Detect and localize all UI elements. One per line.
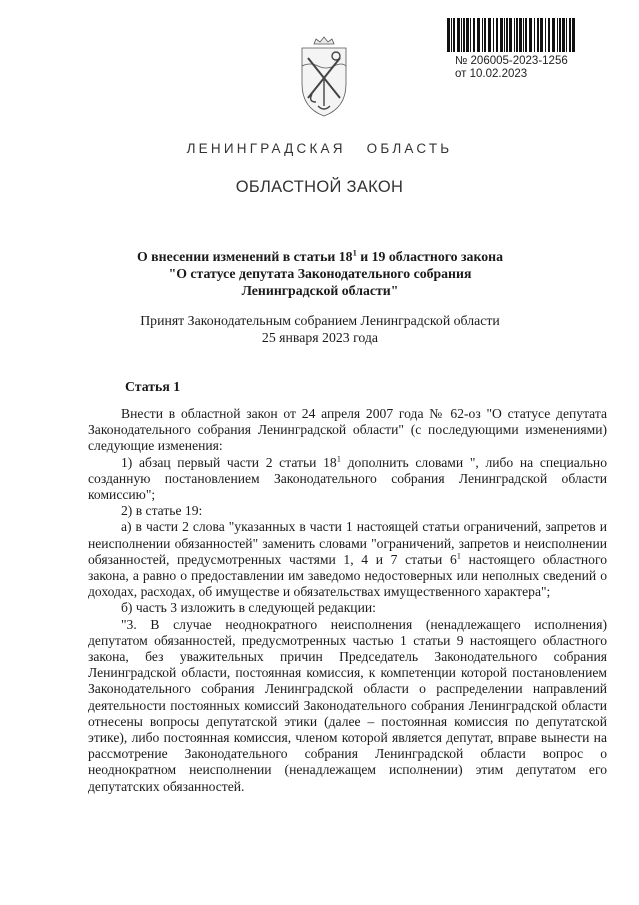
document-type: ОБЛАСТНОЙ ЗАКОН	[235, 178, 404, 196]
paragraph-item-2: 2) в статье 19:	[121, 503, 203, 519]
coat-of-arms-icon	[296, 36, 352, 118]
law-title-line-2: "О статусе депутата Законодательного собрания	[168, 266, 472, 281]
law-title-line-3: Ленинградской области"	[241, 283, 399, 298]
article-body	[88, 406, 607, 795]
registration-number: № 206005-2023-1256	[455, 55, 568, 67]
paragraph-intro: Внести в областной закон от 24 апреля 2007 года № 62-оз "О статусе депутата Законодательного собрания Ленинградской области" (с последующими изменениями) следующие изменения:	[88, 406, 607, 454]
paragraph-item-1: 1) абзац первый части 2 статьи $18^1$ дополнить словами ", либо на специально созданную постановлением Законодательного собрания Ленинградской области комиссию";	[88, 453, 607, 503]
adoption-note	[95, 312, 545, 346]
law-title	[95, 248, 545, 299]
paragraph-subitem-b: б) часть 3 изложить в следующей редакции:	[121, 600, 376, 616]
region-name: ЛЕНИНГРАДСКАЯ ОБЛАСТЬ	[186, 141, 453, 156]
article-heading: Статья 1	[125, 379, 181, 394]
barcode-icon	[447, 18, 575, 52]
adoption-body: Принят Законодательным собранием Ленинградской области	[140, 313, 500, 328]
adoption-date: 25 января 2023 года	[261, 330, 379, 345]
paragraph-part-3: "3. В случае неоднократного неисполнения (ненадлежащего исполнения) депутатом обязанностей, предусмотренных частью 1 статьи 9 настоящего областного закона, без уважительных причин Председатель Законодательного собрания Ленинградской области, постоянная комиссия, к компетенции которой постановлением Законодательного собрания Ленинградской области о распределении направлений деятельности постоянных комиссий Законодательного собрания Ленинградской области отнесены вопросы депутатской этики (далее – постоянная комиссия по депутатской этике), либо постоянная комиссия, членом которой является депутат, вправе вынести на рассмотрение Законодательного собрания Ленинградской области вопрос о неоднократном неисполнении (ненадлежащем исполнении) этим депутатом его депутатских обязанностей.	[88, 616, 607, 794]
registration-date: от 10.02.2023	[455, 68, 528, 80]
paragraph-subitem-a: а) в части 2 слова "указанных в части 1 настоящей статьи ограничений, запретов и неисполнении обязанностей" заменить словами "ограничений, запретов и неисполнении обязанностей, предусмотренных частями 1, 4 и 7 статьи $6^1$ настоящего областного закона, а равно о предоставлении им заведомо недостоверных или неполных сведений о доходах, расходах, об имуществе и обязательствах имущественного характера";	[88, 519, 607, 600]
law-title-line-1: О внесении изменений в статьи $18^1$ и 19 областного закона	[137, 247, 503, 264]
